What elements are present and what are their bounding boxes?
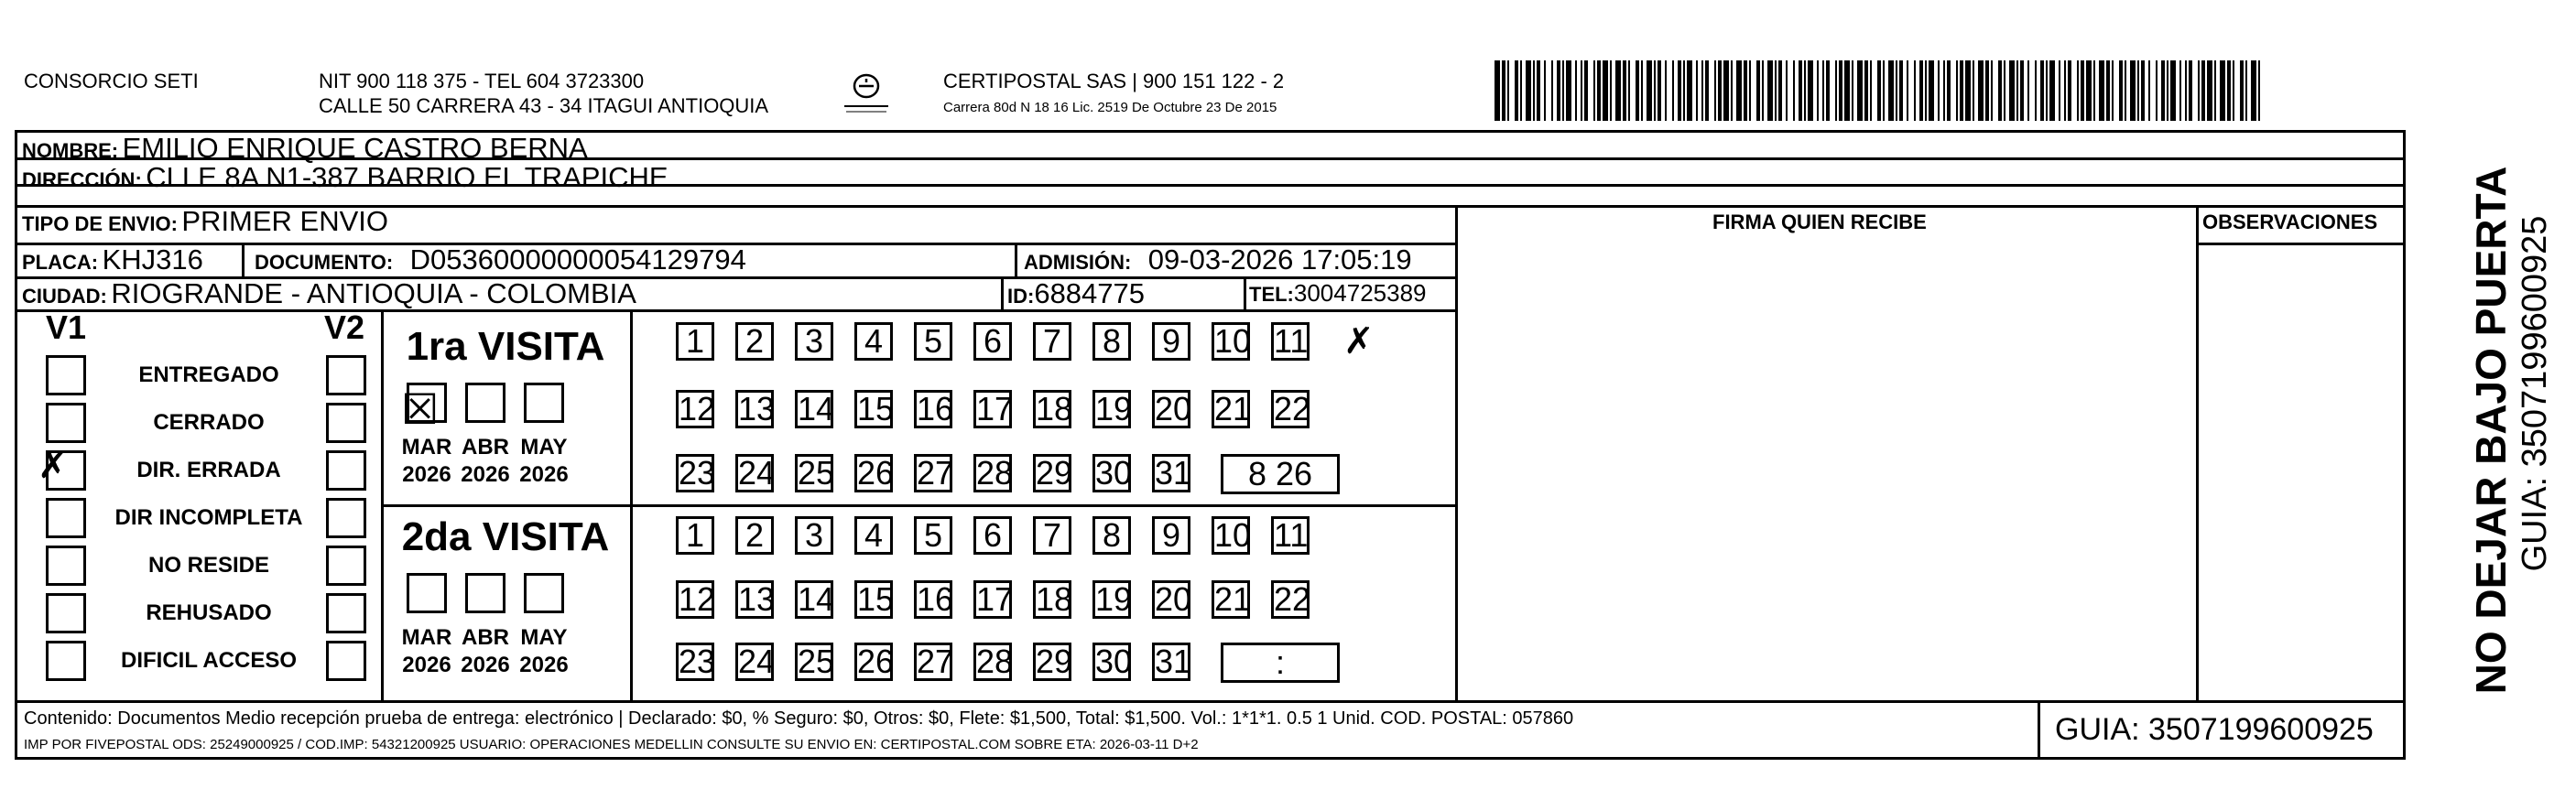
month-year: 2026 [519,462,569,487]
day-box: 26 [854,643,893,681]
month-label: MAY [520,435,568,459]
day-box: 6 [973,516,1012,555]
plate-label: PLACA: [22,251,99,274]
id-number: 6884775 [1034,277,1146,309]
v1-checkbox [46,641,86,681]
contents-line: Contenido: Documentos Medio recepción prueba de entrega: electrónico | Declarado: $0, % Seguro: $0, Otros: $0, Flete: $1,500, Total: $1,500. Vol.: 1*1*1. 0.5 1 Unid. COD. POSTAL: 057860 [24,708,1574,729]
signature-header: FIRMA QUIEN RECIBE [1712,211,1927,233]
v2-checkbox [326,355,366,395]
v2-checkbox [326,498,366,538]
time-box: : [1221,643,1340,683]
day-11-mark: ✗ [1343,320,1375,362]
no-dejar-bajo-puerta: NO DEJAR BAJO PUERTA [2467,166,2515,695]
day-box: 27 [914,454,952,492]
document-number: D05360000000054129794 [409,243,746,276]
dir-errada-mark: ✗ [38,445,69,487]
day-box: 26 [854,454,893,492]
second-visit-label: 2da VISITA [401,514,610,559]
day-box: 7 [1033,322,1071,361]
company-name: CONSORCIO SETI [24,70,199,92]
day-box: 5 [914,516,952,555]
day-box: 15 [854,390,893,428]
month-checkbox [524,383,564,423]
day-box: 30 [1092,454,1131,492]
address-label: DIRECCIÓN: [22,168,142,191]
tel-number: 3004725389 [1293,279,1427,307]
month-label: MAR [401,435,452,459]
plate: KHJ316 [102,243,203,276]
status-label: CERRADO [153,410,265,435]
imp-line: IMP POR FIVEPOSTAL ODS: 25249000925 / COD.IMP: 54321200925 USUARIO: OPERACIONES MEDELLIN CONSULTE SU ENVIO EN: CERTIPOSTAL.COM SOBRE ETA: 2026-03-11 D+2 [24,737,1199,752]
v2-label: V2 [324,308,365,346]
day-box: 28 [973,454,1012,492]
day-box: 15 [854,580,893,619]
day-box: 7 [1033,516,1071,555]
day-box: 14 [795,390,833,428]
name-label: NOMBRE: [22,139,119,162]
day-box: 8 [1092,322,1131,361]
month-checkbox [465,383,505,423]
day-box: 12 [676,580,714,619]
day-box: 25 [795,454,833,492]
month-year: 2026 [461,653,510,677]
observations-header: OBSERVACIONES [2202,211,2378,233]
day-box: 5 [914,322,952,361]
day-box: 20 [1152,580,1190,619]
status-label: DIR. ERRADA [136,458,281,482]
day-box: 30 [1092,643,1131,681]
time-box: 8 26 [1221,454,1340,494]
day-box: 29 [1033,454,1071,492]
day-box: 23 [676,454,714,492]
day-box: 16 [914,580,952,619]
status-label: DIFICIL ACCESO [120,648,297,673]
barcode [1495,60,2260,121]
nit-line: NIT 900 118 375 - TEL 604 3723300 [319,70,645,92]
v2-checkbox [326,450,366,491]
v1-checkbox [46,593,86,633]
day-box: 13 [735,390,774,428]
v2-checkbox [326,593,366,633]
day-box: 18 [1033,580,1071,619]
mar-checkmark: ☒ [401,384,440,434]
day-box: 16 [914,390,952,428]
day-box: 14 [795,580,833,619]
month-label: ABR [462,435,509,459]
v2-checkbox [326,641,366,681]
month-checkbox [524,573,564,613]
month-year: 2026 [402,653,451,677]
day-box: 1 [676,322,714,361]
month-checkbox [465,573,505,613]
city-label: CIUDAD: [22,285,107,308]
certipostal-logo [839,70,894,117]
day-box: 4 [854,322,893,361]
month-year: 2026 [402,462,451,487]
day-box: 13 [735,580,774,619]
v1-checkbox [46,403,86,443]
send-type: PRIMER ENVIO [181,205,389,237]
day-box: 29 [1033,643,1071,681]
first-visit-label: 1ra VISITA [406,324,605,369]
day-box: 21 [1212,390,1250,428]
day-box: 2 [735,516,774,555]
admission-date: 09-03-2026 17:05:19 [1147,243,1412,276]
license-line: Carrera 80d N 18 16 Lic. 2519 De Octubre 23 De 2015 [943,100,1277,115]
status-label: NO RESIDE [147,553,270,578]
status-label: DIR INCOMPLETA [114,505,303,530]
document-label: DOCUMENTO: [255,251,394,274]
status-label: ENTREGADO [138,362,279,387]
day-box: 3 [795,322,833,361]
day-box: 19 [1092,390,1131,428]
day-box: 23 [676,643,714,681]
recipient-address: CLLE 8A N1-387 BARRIO EL TRAPICHE [146,161,668,193]
day-box: 19 [1092,580,1131,619]
status-label: REHUSADO [146,600,272,625]
day-box: 22 [1271,390,1310,428]
side-guia: GUIA: 3507199600925 [2516,215,2554,572]
month-checkbox [407,573,447,613]
month-label: MAR [401,625,452,650]
recipient-name: EMILIO ENRIQUE CASTRO BERNA [122,132,588,164]
day-box: 17 [973,580,1012,619]
day-box: 10 [1212,516,1250,555]
day-box: 3 [795,516,833,555]
id-label: ID: [1007,285,1035,308]
day-box: 31 [1152,643,1190,681]
day-box: 25 [795,643,833,681]
v1-checkbox [46,546,86,586]
day-box: 22 [1271,580,1310,619]
address-line: CALLE 50 CARRERA 43 - 34 ITAGUI ANTIOQUIA [319,94,769,117]
day-box: 2 [735,322,774,361]
month-year: 2026 [461,462,510,487]
day-box: 18 [1033,390,1071,428]
day-box: 1 [676,516,714,555]
v1-checkbox [46,498,86,538]
day-box: 24 [735,454,774,492]
month-label: MAY [520,625,568,650]
day-box: 27 [914,643,952,681]
tel-label: TEL: [1249,283,1294,306]
day-box: 24 [735,643,774,681]
day-box: 11 [1271,322,1310,361]
month-year: 2026 [519,653,569,677]
day-box: 28 [973,643,1012,681]
carrier-line: CERTIPOSTAL SAS | 900 151 122 - 2 [943,70,1285,92]
day-box: 17 [973,390,1012,428]
guia-box: GUIA: 3507199600925 [2055,712,2374,747]
day-box: 8 [1092,516,1131,555]
day-box: 31 [1152,454,1190,492]
day-box: 4 [854,516,893,555]
day-box: 12 [676,390,714,428]
day-box: 21 [1212,580,1250,619]
day-box: 9 [1152,322,1190,361]
v1-checkbox [46,355,86,395]
month-label: ABR [462,625,509,650]
day-box: 20 [1152,390,1190,428]
city: RIOGRANDE - ANTIOQUIA - COLOMBIA [111,277,636,309]
day-box: 10 [1212,322,1250,361]
v1-label: V1 [46,308,87,346]
send-type-label: TIPO DE ENVIO: [22,212,178,235]
day-box: 9 [1152,516,1190,555]
day-box: 6 [973,322,1012,361]
v2-checkbox [326,403,366,443]
day-box: 11 [1271,516,1310,555]
v2-checkbox [326,546,366,586]
admission-label: ADMISIÓN: [1024,251,1132,274]
